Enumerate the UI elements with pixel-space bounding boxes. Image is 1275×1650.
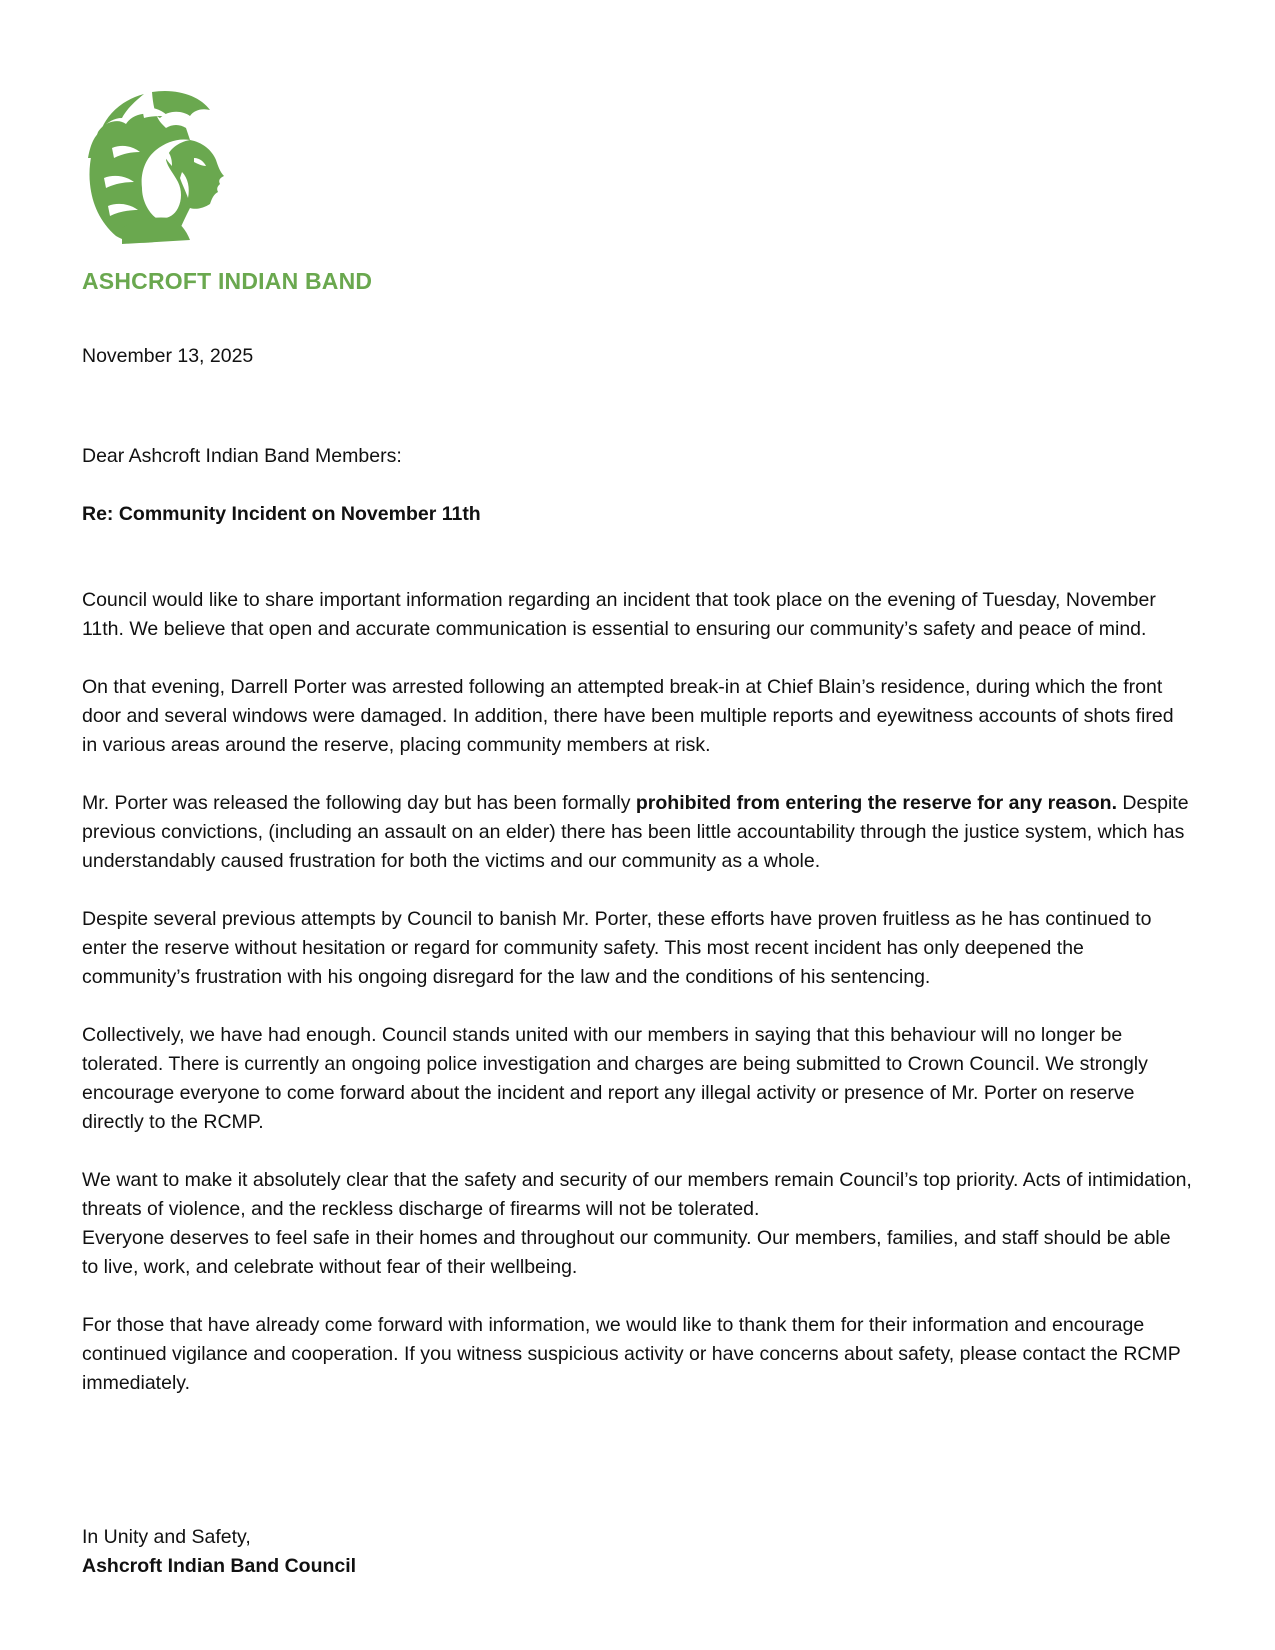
chief-headdress-logo-icon bbox=[82, 88, 232, 246]
letter-date: November 13, 2025 bbox=[82, 345, 254, 367]
subject-line: Re: Community Incident on November 11th bbox=[82, 503, 481, 525]
paragraph-text: Mr. Porter was released the following day but has been formally bbox=[82, 792, 636, 814]
emphasized-prohibition: prohibited from entering the reserve for any reason. bbox=[635, 792, 1117, 814]
letter-body bbox=[82, 586, 1192, 1427]
organization-name: ASHCROFT INDIAN BAND bbox=[82, 268, 373, 294]
closing-block bbox=[82, 1523, 1192, 1581]
body-paragraph: Council would like to share important information regarding an incident that took place on the evening of Tuesday, November 11th. We believe that open and accurate communication is essential to ensuring our community’s safety and peace of mind. bbox=[82, 589, 1156, 640]
body-paragraph: Despite several previous attempts by Council to banish Mr. Porter, these efforts have proven fruitless as he has continued to enter the reserve without hesitation or regard for community safety. This most recent incident has only deepened the community’s frustration with his ongoing disregard for the law and the conditions of his sentencing. bbox=[82, 908, 1152, 988]
paragraph-text: Everyone deserves to feel safe in their homes and throughout our community. Our members, families, and staff should be able to live, work, and celebrate without fear of their wellbeing. bbox=[82, 1227, 1171, 1278]
signer-name: Ashcroft Indian Band Council bbox=[82, 1555, 357, 1577]
valediction: In Unity and Safety, bbox=[82, 1526, 251, 1548]
body-paragraph: On that evening, Darrell Porter was arrested following an attempted break-in at Chief Blain’s residence, during which the front door and several windows were damaged. In addition, there have been multiple reports and eyewitness accounts of shots fired in various areas around the reserve, placing community members at risk. bbox=[82, 676, 1174, 756]
paragraph-text: Despite previous convictions, (including an assault on an elder) there has been little accountability through the justice system, which has understandably caused frustration for both the victims and our community as a whole. bbox=[82, 792, 1189, 872]
body-paragraph: For those that have already come forward with information, we would like to thank them for their information and encourage continued vigilance and cooperation. If you witness suspicious activity or have concerns about safety, please contact the RCMP immediately. bbox=[82, 1314, 1181, 1394]
body-paragraph bbox=[82, 1166, 1192, 1282]
body-paragraph bbox=[82, 789, 1192, 876]
body-paragraph: Collectively, we have had enough. Council stands united with our members in saying that this behaviour will no longer be tolerated. There is currently an ongoing police investigation and charges are being submitted to Crown Council. We strongly encourage everyone to come forward about the incident and report any illegal activity or presence of Mr. Porter on reserve directly to the RCMP. bbox=[82, 1024, 1148, 1133]
salutation: Dear Ashcroft Indian Band Members: bbox=[82, 445, 402, 467]
paragraph-text: We want to make it absolutely clear that the safety and security of our members remain Council’s top priority. Acts of intimidation, threats of violence, and the reckless discharge of firearms will not be tolerated. bbox=[82, 1169, 1192, 1220]
